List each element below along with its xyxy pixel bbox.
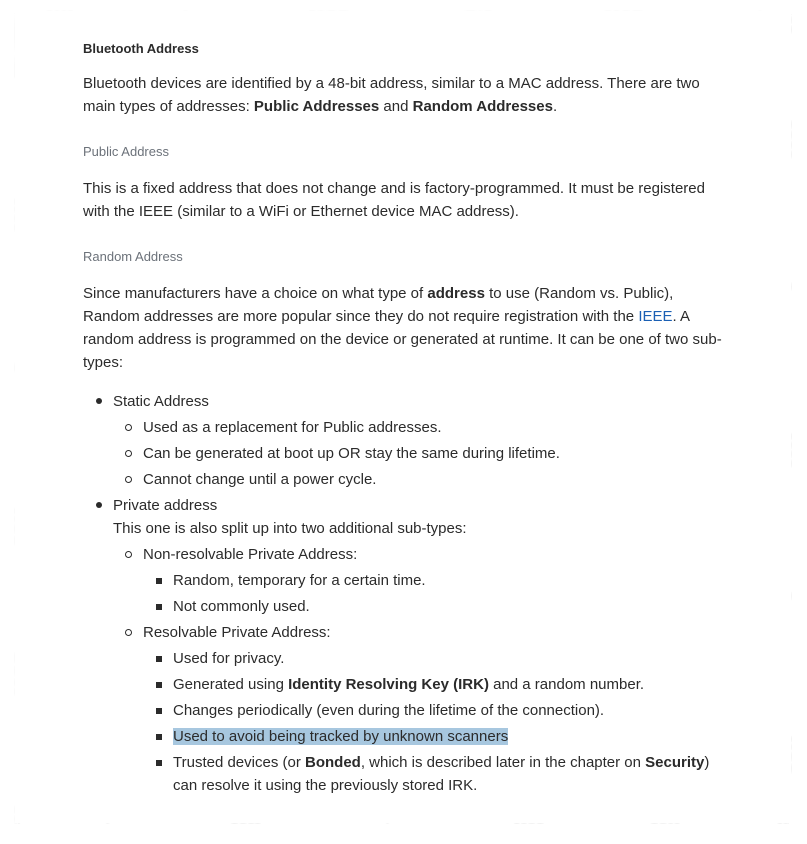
- non-resolvable-details: [143, 569, 723, 618]
- text-run: Trusted devices (or: [173, 754, 305, 771]
- subheading-public-address: Public Address: [83, 144, 169, 159]
- resolvable-details: [143, 647, 723, 797]
- bold-bonded: Bonded: [305, 754, 361, 771]
- address-subtypes-list: [83, 390, 723, 797]
- list-item: Can be generated at boot up OR stay the same during lifetime.: [143, 442, 723, 465]
- list-item-label: Private address: [113, 497, 218, 514]
- public-address-paragraph: This is a fixed address that does not change and is factory-programmed. It must be registered with the IEEE (similar to a WiFi or Ethernet device MAC address).: [83, 180, 705, 220]
- static-address-details: [113, 416, 723, 491]
- bold-address: address: [427, 285, 485, 302]
- list-item: Used as a replacement for Public addresses.: [143, 416, 723, 439]
- bold-public-addresses: Public Addresses: [253, 98, 380, 115]
- subheading-random-address: Random Address: [83, 249, 183, 264]
- list-item: [173, 751, 723, 797]
- list-item: Random, temporary for a certain time.: [173, 569, 723, 592]
- bold-random-addresses: Random Addresses: [412, 98, 553, 115]
- ieee-link[interactable]: IEEE: [638, 308, 673, 325]
- section-heading-bluetooth-address: Bluetooth Address: [83, 41, 199, 56]
- text-run: and: [379, 98, 413, 115]
- list-item-static-address: [113, 390, 723, 491]
- text-run: ) can resolve it using the previously stored IRK.: [173, 754, 710, 794]
- text-run: . A random address is programmed on the device or generated at runtime. It can be one of two sub-types:: [83, 308, 722, 371]
- private-address-subtypes: [113, 543, 723, 797]
- document-content: [83, 38, 723, 800]
- text-run: , which is described later in the chapter on: [360, 754, 646, 771]
- bold-irk: Identity Resolving Key (IRK): [288, 676, 489, 693]
- private-address-note: This one is also split up into two additional sub-types:: [113, 520, 467, 537]
- text-run: Generated using: [173, 676, 289, 693]
- list-item: Cannot change until a power cycle.: [143, 468, 723, 491]
- highlighted-text: Used to avoid being tracked by unknown scanners: [173, 728, 509, 745]
- text-run: Bluetooth devices are identified by a 48-bit address, similar to a MAC address. There are two main types of addresses:: [83, 75, 700, 115]
- text-run: .: [552, 98, 558, 115]
- list-item: [173, 673, 723, 696]
- random-address-paragraph: [83, 282, 723, 374]
- list-item-label: Resolvable Private Address:: [143, 624, 331, 641]
- list-item-private-address: [113, 494, 723, 797]
- bold-security: Security: [645, 754, 705, 771]
- text-run: to use (Random vs. Public), Random addresses are more popular since they do not require registration with the: [83, 285, 674, 325]
- text-run: and a random number.: [488, 676, 645, 693]
- list-item-resolvable: [143, 621, 723, 797]
- intro-paragraph: [83, 72, 723, 118]
- list-item-label: Static Address: [113, 393, 209, 410]
- list-item-label: Non-resolvable Private Address:: [143, 546, 358, 563]
- text-run: Since manufacturers have a choice on what type of: [83, 285, 428, 302]
- list-item: Not commonly used.: [173, 595, 723, 618]
- list-item: Changes periodically (even during the lifetime of the connection).: [173, 699, 723, 722]
- list-item: [173, 725, 723, 748]
- list-item-non-resolvable: [143, 543, 723, 618]
- list-item: Used for privacy.: [173, 647, 723, 670]
